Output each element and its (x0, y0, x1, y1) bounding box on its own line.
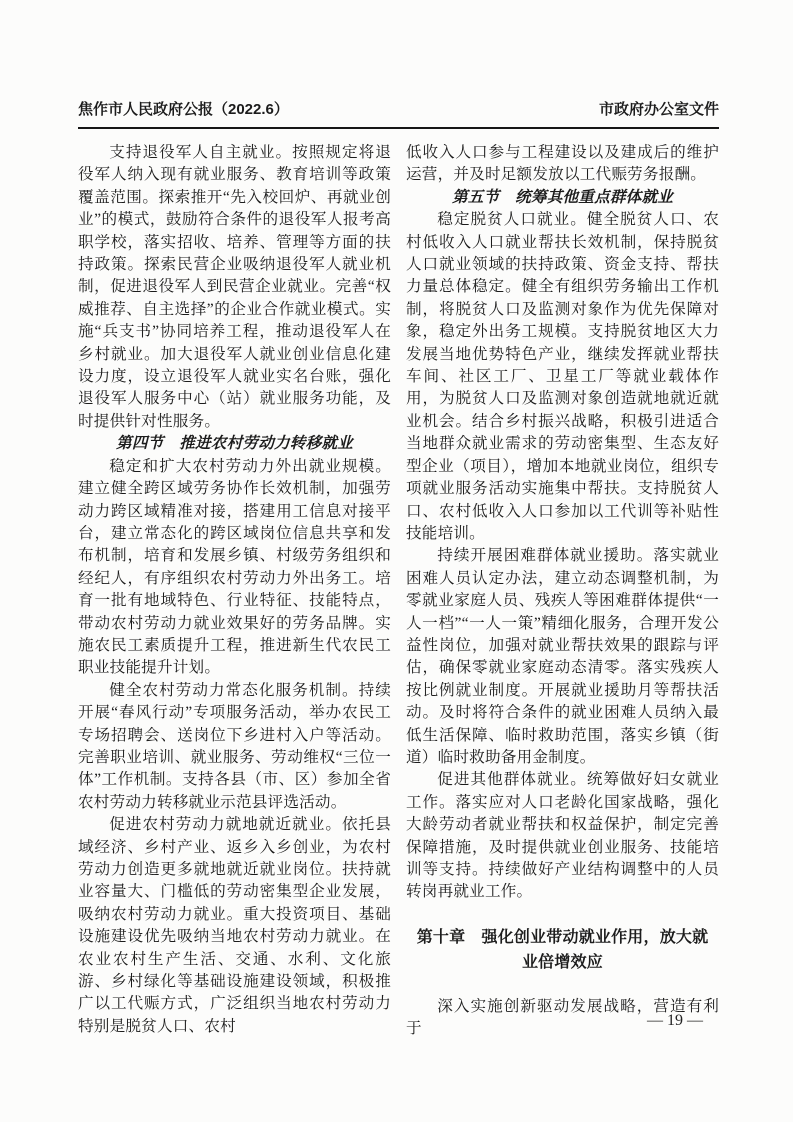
page-number: — 19 — (647, 1012, 703, 1029)
chapter-heading: 第十章 强化创业带动就业作用，放大就业倍增效应 (416, 928, 709, 971)
paragraph: 促进农村劳动力就地就近就业。依托县域经济、乡村产业、返乡入乡创业，为农村劳动力创造更多就地就近就业岗位。扶持就业容量大、门槛低的劳动密集型企业发展，吸纳农村劳动力就业。重大投资项目、基础设施建设优先吸纳当地农村劳动力就业。在农业农村生产生活、交通、水利、文化旅游、乡村绿化等基础设施建设领域，积极推广以工代赈方式，广泛组织当地农村劳动力特别是脱贫人口、农村 (78, 816, 391, 1035)
paragraph: 促进其他群体就业。统筹做好妇女就业工作。落实应对人口老龄化国家战略，强化大龄劳动者就业帮扶和权益保护，制定完善保障措施，及时提供就业创业服务、技能培训等支持。持续做好产业结构调整中的人员转岗再就业工作。 (406, 771, 719, 901)
paragraph: 健全农村劳动力常态化服务机制。持续开展“春风行动”专项服务活动，举办农民工专场招聘会、送岗位下乡进村入户等活动。完善职业培训、就业服务、劳动维权“三位一体”工作机制。支持各县（市、区）参加全省农村劳动力转移就业示范县评选活动。 (78, 681, 391, 811)
section-heading: 第四节 推进农村劳动力转移就业 (116, 435, 353, 453)
paragraph: 支持退役军人自主就业。按照规定将退役军人纳入现有就业服务、教育培训等政策覆盖范围。探索推开“先入校回炉、再就业创业”的模式，鼓励符合条件的退役军人报考高职学校，落实招收、培养、管理等方面的扶持政策。探索民营企业吸纳退役军人就业机制，促进退役军人到民营企业就业。完善“权威推荐、自主选择”的企业合作就业模式。实施“兵支书”协同培养工程，推动退役军人在乡村就业。加大退役军人就业创业信息化建设力度，设立退役军人就业实名台账，强化退役军人服务中心（站）就业服务功能，及时提供针对性服务。 (78, 144, 391, 430)
two-column-layout (78, 142, 719, 1041)
section-heading: 第五节 统筹其他重点群体就业 (451, 188, 674, 206)
page-header (78, 100, 719, 129)
page-content (78, 100, 719, 1041)
header-right-title: 市政府办公室文件 (598, 101, 719, 118)
text-column-right (406, 142, 719, 1041)
paragraph: 稳定和扩大农村劳动力外出就业规模。建立健全跨区域劳务协作长效机制，加强劳动力跨区域精准对接，搭建用工信息对接平台，建立常态化的跨区域岗位信息共享和发布机制，培育和发展乡镇、村级劳务组织和经纪人，有序组织农村劳动力外出务工。培育一批有地域特色、行业特征、技能特点，带动农村劳动力就业效果好的劳务品牌。实施农民工素质提升工程，推进新生代农民工职业技能提升计划。 (78, 457, 391, 677)
paragraph: 稳定脱贫人口就业。健全脱贫人口、农村低收入人口就业帮扶长效机制，保持脱贫人口就业领域的扶持政策、资金支持、帮扶力量总体稳定。健全有组织劳务输出工作机制，将脱贫人口及监测对象作为优先保障对象，稳定外出务工规模。支持脱贫地区大力发展当地优势特色产业，继续发挥就业帮扶车间、社区工厂、卫星工厂等就业载体作用，为脱贫人口及监测对象创造就地就近就业机会。结合乡村振兴战略，积极引进适合当地群众就业需求的劳动密集型、生态友好型企业（项目），增加本地就业岗位，组织专项就业服务活动实施集中帮扶。支持脱贫人口、农村低收入人口参加以工代训等补贴性技能培训。 (406, 211, 719, 542)
header-left-title: 焦作市人民政府公报（2022.6） (78, 101, 289, 118)
paragraph: 深入实施创新驱动发展战略，营造有利于 (406, 997, 719, 1038)
text-column-left (78, 142, 391, 1041)
paragraph: 持续开展困难群体就业援助。落实就业困难人员认定办法，建立动态调整机制，为零就业家庭人员、残疾人等困难群体提供“一人一档”“一人一策”精细化服务，合理开发公益性岗位，加强对就业帮扶效果的跟踪与评估，确保零就业家庭动态清零。落实残疾人按比例就业制度。开展就业援助月等帮扶活动。及时将符合条件的就业困难人员纳入最低生活保障、临时救助范围，落实乡镇（街道）临时救助备用金制度。 (406, 547, 719, 766)
paragraph-continued: 低收入人口参与工程建设以及建成后的维护运营，并及时足额发放以工代赈劳务报酬。 (406, 144, 719, 184)
